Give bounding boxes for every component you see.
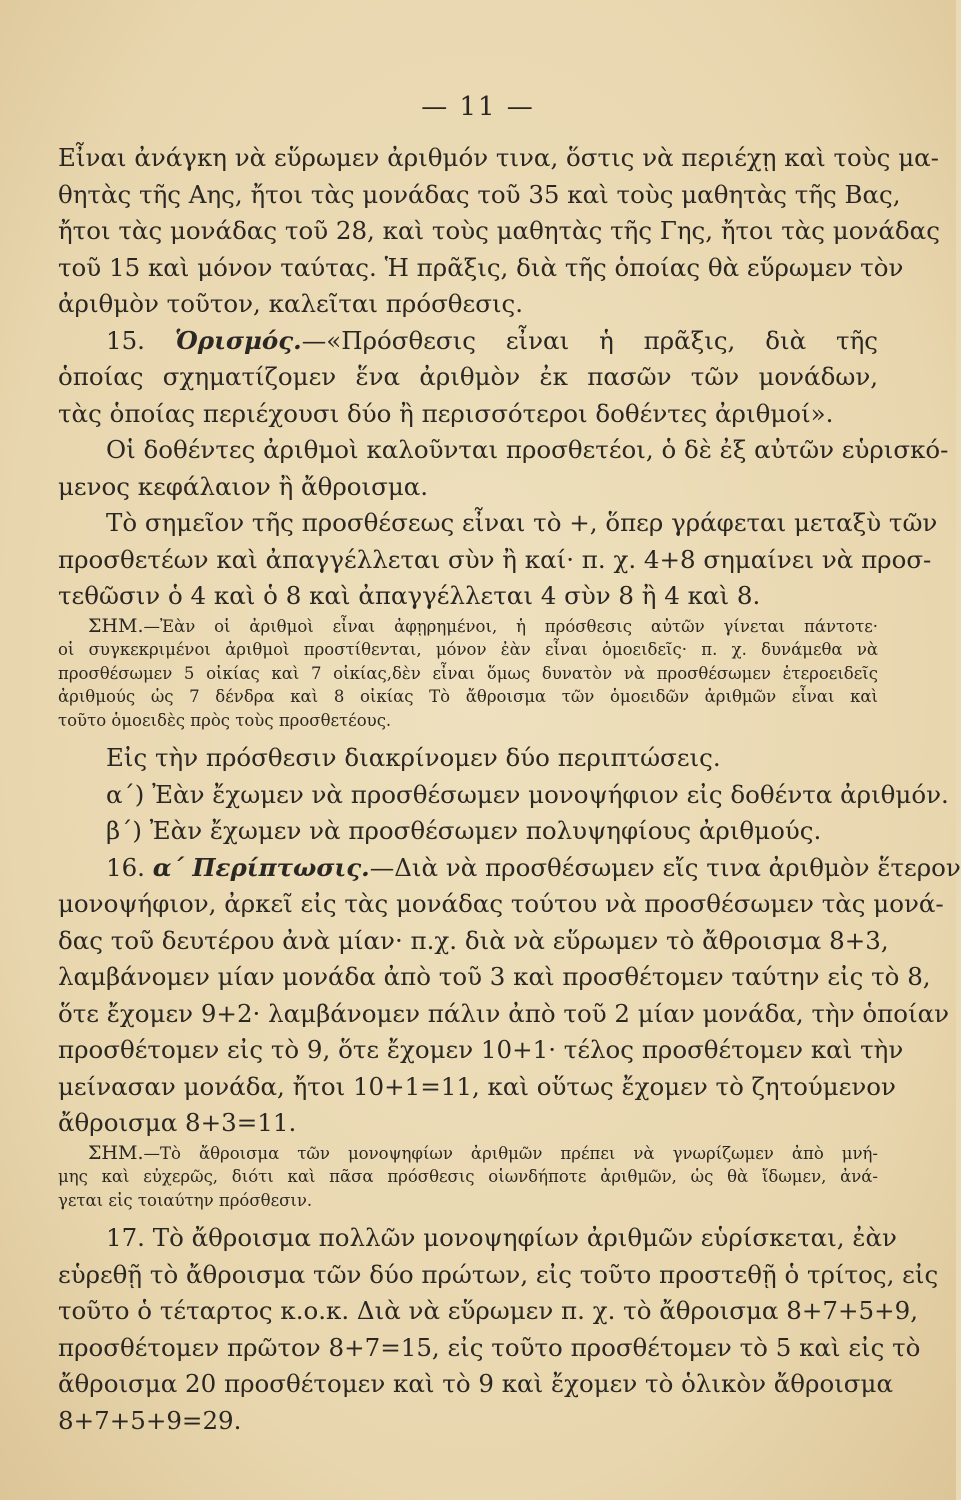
text-line: προσθετέων καὶ ἀπαγγέλλεται σὺν ἢ καί· π. χ. 4+8 σημαίνει νὰ προσ- bbox=[58, 544, 932, 574]
note-label: ΣΗΜ. bbox=[88, 614, 144, 637]
page-number: — 11 — bbox=[421, 92, 535, 122]
text-line: Εἰς τὴν πρόσθεσιν διακρίνομεν δύο περιπτώσεις. bbox=[106, 743, 721, 772]
text-line: προσθέτομεν πρῶτον 8+7=15, εἰς τοῦτο προσθέτομεν τὸ 5 καὶ εἰς τὸ bbox=[58, 1332, 921, 1362]
section-heading-line bbox=[58, 850, 961, 887]
text-line: Οἱ δοθέντες ἀριθμοὶ καλοῦνται προσθετέοι, ὁ δὲ ἐξ αὐτῶν εὑρισκό- bbox=[106, 435, 949, 464]
text-line: ἤτοι τὰς μονάδας τοῦ 28, καὶ τοὺς μαθητὰς τῆς Γης, ἤτοι τὰς μονάδας bbox=[58, 216, 940, 245]
text-line: ὅτε ἔχομεν 9+2· λαμβάνομεν πάλιν ἀπὸ τοῦ 2 μίαν μονάδα, τὴν ὁποίαν bbox=[58, 998, 950, 1028]
text-line: 8+7+5+9=29. bbox=[58, 1405, 242, 1435]
text-line: μείνασαν μονάδα, ἤτοι 10+1=11, καὶ οὕτως ἔχομεν τὸ ζητούμενον bbox=[58, 1071, 896, 1101]
text-line: Εἶναι ἀνάγκη νὰ εὕρωμεν ἀριθμόν τινα, ὅστις νὰ περιέχῃ καὶ τοὺς μα- bbox=[58, 143, 939, 172]
note-text: —Τὸ ἄθροισμα τῶν μονοψηφίων ἀριθμῶν πρέπει νὰ γνωρίζωμεν ἀπὸ μνή- bbox=[143, 1143, 878, 1163]
text-line: ἄθροισμα 8+3=11. bbox=[58, 1108, 297, 1137]
section-title: Ὁρισμός. bbox=[174, 325, 302, 355]
page-body bbox=[58, 140, 961, 1439]
text-line: τοῦ 15 καὶ μόνον ταύτας. Ἡ πρᾶξις, διὰ τῆς ὁποίας θὰ εὕρωμεν τὸν bbox=[58, 252, 904, 282]
section-text: —Διὰ νὰ προσθέσωμεν εἴς τινα ἀριθμὸν ἕτερον bbox=[369, 852, 961, 882]
text-line: μονοψήφιον, ἀρκεῖ εἰς τὰς μονάδας τούτου νὰ προσθέσωμεν τὰς μονά- bbox=[58, 889, 944, 918]
definition-heading-line bbox=[58, 323, 878, 360]
text-line: 17. Τὸ ἄθροισμα πολλῶν μονοψηφίων ἀριθμῶν εὑρίσκεται, ἐὰν bbox=[106, 1223, 897, 1252]
note-line: τοῦτο ὁμοειδὲς πρὸς τοὺς προσθετέους. bbox=[58, 710, 392, 730]
note-line bbox=[58, 1142, 878, 1166]
section-title: α΄ Περίπτωσις. bbox=[152, 852, 370, 882]
note-line: ἀριθμούς ὡς 7 δένδρα καὶ 8 οἰκίας Τὸ ἄθροισμα τῶν ὁμοειδῶν ἀριθμῶν εἶναι καὶ bbox=[58, 687, 878, 706]
text-line: προσθέτομεν εἰς τὸ 9, ὅτε ἔχομεν 10+1· τέλος προσθέτομεν καὶ τὴν bbox=[58, 1035, 904, 1064]
text-line: τεθῶσιν ὁ 4 καὶ ὁ 8 καὶ ἀπαγγέλλεται 4 σὺν 8 ἢ 4 καὶ 8. bbox=[58, 581, 761, 610]
note-line: οἱ συγκεκριμένοι ἀριθμοὶ προστίθενται, μόνον ἐὰν εἶναι ὁμοειδεῖς· π. χ. δυνάμεθα νὰ bbox=[58, 640, 878, 659]
text-line: μενος κεφάλαιον ἢ ἄθροισμα. bbox=[58, 471, 429, 501]
text-line: θητὰς τῆς Αης, ἤτοι τὰς μονάδας τοῦ 35 καὶ τοὺς μαθητὰς τῆς Βας, bbox=[58, 179, 901, 209]
text-line: τὰς ὁποίας περιέχουσι δύο ἢ περισσότεροι δοθέντες ἀριθμοί». bbox=[58, 398, 834, 428]
text-line: Τὸ σημεῖον τῆς προσθέσεως εἶναι τὸ +, ὅπερ γράφεται μεταξὺ τῶν bbox=[106, 508, 938, 537]
text-line: ἄθροισμα 20 προσθέτομεν καὶ τὸ 9 καὶ ἔχομεν τὸ ὁλικὸν ἄθροισμα bbox=[58, 1369, 893, 1398]
case-b-line: β΄) Ἐὰν ἔχωμεν νὰ προσθέσωμεν πολυψηφίους ἀριθμούς. bbox=[106, 816, 822, 845]
text-line: εὑρεθῇ τὸ ἄθροισμα τῶν δύο πρώτων, εἰς τοῦτο προστεθῇ ὁ τρίτος, εἰς bbox=[58, 1259, 939, 1289]
note-text: —Ἐὰν οἱ ἀριθμοὶ εἶναι ἀφῃρημένοι, ἡ πρόσθεσις αὐτῶν γίνεται πάντοτε· bbox=[143, 616, 878, 636]
note-line bbox=[58, 615, 878, 639]
section-number: 15. bbox=[106, 325, 145, 355]
case-a-line: α΄) Ἐὰν ἔχωμεν νὰ προσθέσωμεν μονοψήφιον εἰς δοθέντα ἀριθμόν. bbox=[106, 779, 949, 809]
definition-text: —«Πρόσθεσις εἶναι ἡ πρᾶξις, διὰ τῆς bbox=[301, 325, 878, 355]
text-line: ὁποίας σχηματίζομεν ἕνα ἀριθμὸν ἐκ πασῶν τῶν μονάδων, bbox=[58, 362, 878, 391]
note-line: γεται εἰς τοιαύτην πρόσθεσιν. bbox=[58, 1190, 313, 1210]
text-line: ἀριθμὸν τοῦτον, καλεῖται πρόσθεσις. bbox=[58, 289, 524, 318]
note-label: ΣΗΜ. bbox=[88, 1141, 144, 1164]
section-number: 16. bbox=[106, 852, 145, 882]
text-line: τοῦτο ὁ τέταρτος κ.ο.κ. Διὰ νὰ εὕρωμεν π. χ. τὸ ἄθροισμα 8+7+5+9, bbox=[58, 1296, 918, 1325]
note-line: μης καὶ εὐχερῶς, διότι καὶ πᾶσα πρόσθεσις οἱωνδήποτε ἀριθμῶν, ὡς θὰ ἴδωμεν, ἀνά- bbox=[58, 1167, 878, 1186]
note-line: προσθέσωμεν 5 οἰκίας καὶ 7 οἰκίας,δὲν εἶναι ὅμως δυνατὸν νὰ προσθέσωμεν ἑτεροειδεῖς bbox=[58, 663, 878, 683]
text-line: δας τοῦ δευτέρου ἀνὰ μίαν· π.χ. διὰ νὰ εὕρωμεν τὸ ἄθροισμα 8+3, bbox=[58, 925, 889, 955]
text-line: λαμβάνομεν μίαν μονάδα ἀπὸ τοῦ 3 καὶ προσθέτομεν ταύτην εἰς τὸ 8, bbox=[58, 962, 931, 991]
